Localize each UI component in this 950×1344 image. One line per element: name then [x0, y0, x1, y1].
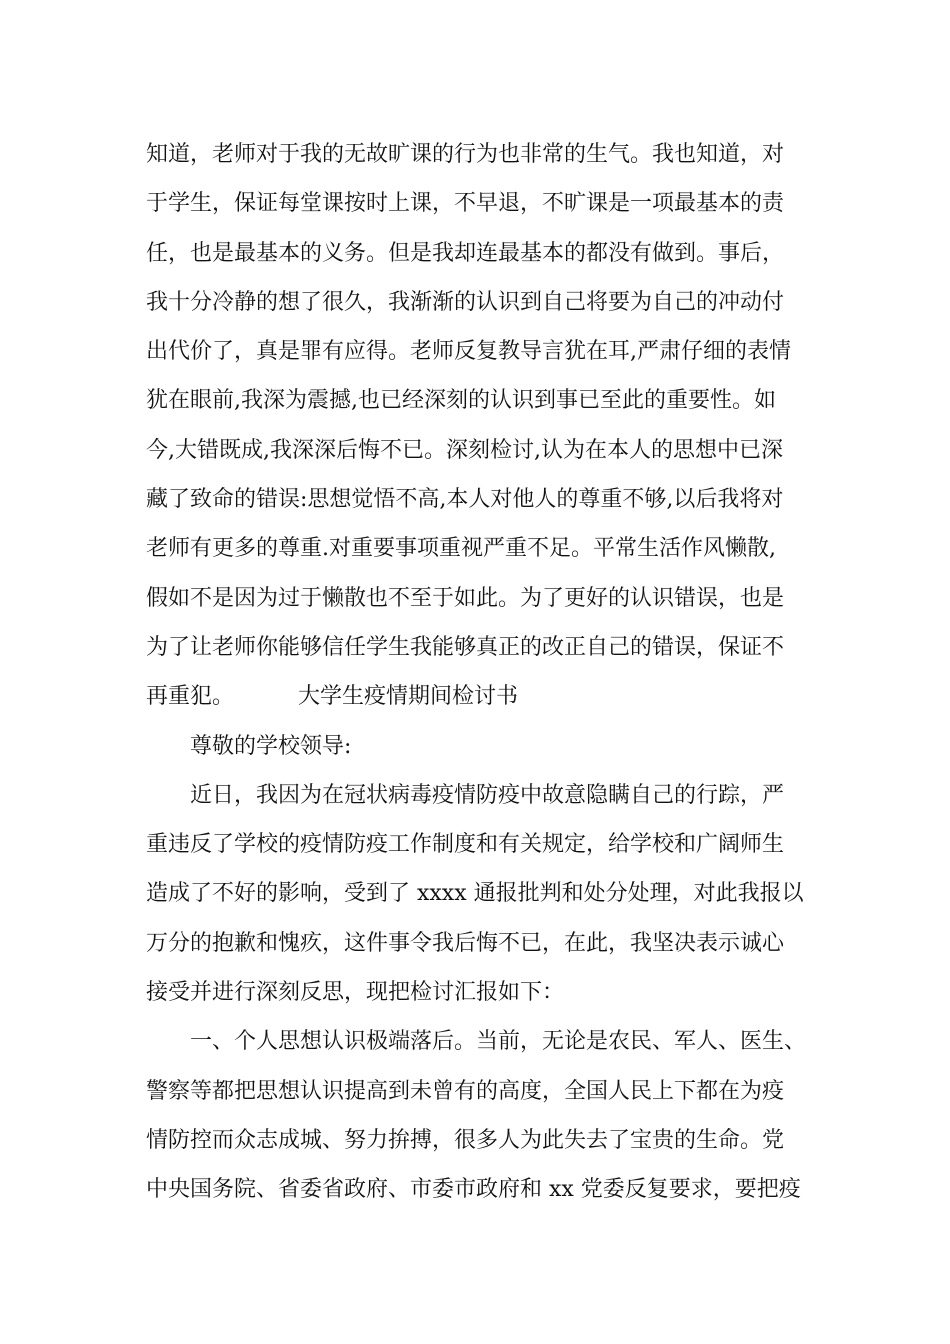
- para2-line-2: 重违反了学校的疫情防疫工作制度和有关规定，给学校和广阔师生: [146, 832, 785, 858]
- para2-line-4: 万分的抱歉和愧疚，这件事令我后悔不已，在此，我坚决表示诚心: [146, 930, 785, 956]
- body-line-9: 老师有更多的尊重.对重要事项重视严重不足。平常生活作风懒散,: [146, 536, 776, 562]
- body-line-8: 藏了致命的错误:思想觉悟不高,本人对他人的尊重不够,以后我将对: [146, 487, 784, 513]
- body-line-6: 犹在眼前,我深为震撼,也已经深刻的认识到事已至此的重要性。如: [146, 388, 776, 414]
- body-line-4: 我十分冷静的想了很久，我渐渐的认识到自己将要为自己的冲动付: [146, 289, 785, 315]
- salutation: 尊敬的学校领导:: [190, 733, 352, 759]
- body-line-10: 假如不是因为过于懒散也不至于如此。为了更好的认识错误，也是: [146, 585, 785, 611]
- body-line-2: 于学生，保证每堂课按时上课，不早退，不旷课是一项最基本的责: [146, 191, 785, 217]
- body-line-12: [146, 672, 826, 721]
- body-line-3: 任，也是最基本的义务。但是我却连最基本的都没有做到。事后，: [146, 240, 785, 266]
- para2-line-3: 造成了不好的影响，受到了 xxxx 通报批判和处分处理，对此我报以: [146, 881, 804, 907]
- para3-line-1: 一、个人思想认识极端落后。当前，无论是农民、军人、医生、: [190, 1029, 807, 1055]
- para3-line-3: 情防控而众志成城、努力拚搏，很多人为此失去了宝贵的生命。党: [146, 1127, 785, 1153]
- section-title: 大学生疫情期间检讨书: [298, 684, 519, 710]
- body-line-7: 今,大错既成,我深深后悔不已。深刻检讨,认为在本人的思想中已深: [146, 437, 783, 463]
- para2-line-5: 接受并进行深刻反思，现把检讨汇报如下：: [146, 980, 565, 1006]
- para3-line-4: 中央国务院、省委省政府、市委市政府和 xx 党委反复要求，要把疫: [146, 1177, 801, 1203]
- body-line-5: 出代价了，真是罪有应得。老师反复教导言犹在耳,严肃仔细的表情: [146, 339, 791, 365]
- para2-line-1: 近日，我因为在冠状病毒疫情防疫中故意隐瞒自己的行踪，严: [190, 782, 785, 808]
- document-body: [146, 130, 826, 1215]
- body-line-1: 知道，老师对于我的无故旷课的行为也非常的生气。我也知道，对: [146, 142, 785, 167]
- closing-text: 再重犯。: [146, 684, 235, 710]
- para3-line-2: 警察等都把思想认识提高到未曾有的高度，全国人民上下都在为疫: [146, 1078, 785, 1104]
- body-line-11: 为了让老师你能够信任学生我能够真正的改正自己的错误，保证不: [146, 634, 785, 660]
